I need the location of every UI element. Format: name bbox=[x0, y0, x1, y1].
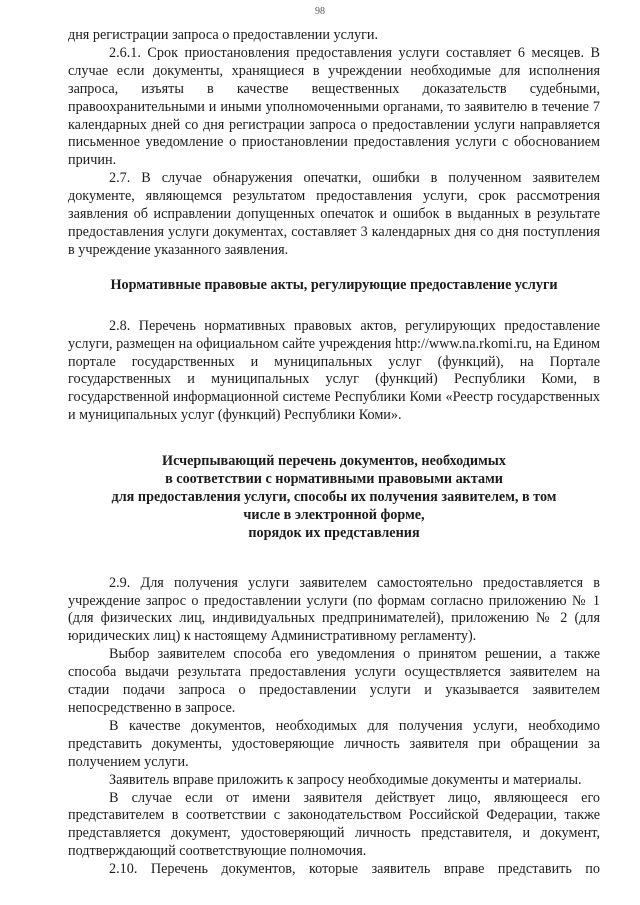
document-body bbox=[68, 27, 600, 879]
heading-line: для предоставления услуги, способы их получения заявителем, в том bbox=[111, 488, 557, 505]
paragraph: 2.9. Для получения услуги заявителем самостоятельно предоставляется в учреждение запрос о предоставлении услуги (по формам согласно приложению № 1 (для физических лиц, индивидуальных предпринимателей), приложению № 2 (для юридических лиц) к настоящему Административному регламенту). bbox=[68, 574, 600, 645]
paragraph: 2.7. В случае обнаружения опечатки, ошибки в полученном заявителем документе, являющемся результатом предоставления услуги, срок рассмотрения заявления об исправлении допущенных опечаток и ошибок в выданных в результате предоставления услуги документах, составляет 3 календарных дня со дня поступления в учреждение указанного заявления. bbox=[68, 170, 600, 258]
section-heading: Нормативные правовые акты, регулирующие предоставление услуги bbox=[110, 276, 558, 293]
paragraph: Выбор заявителем способа его уведомления о принятом решении, а также способа выдачи результата предоставления услуги осуществляется заявителем на стадии подачи запроса о предоставлении услуги и указывается заявителем непосредственно в запросе. bbox=[68, 646, 600, 716]
paragraph: дня регистрации запроса о предоставлении услуги. bbox=[68, 27, 379, 43]
paragraph: 2.10. Перечень документов, которые заявитель вправе представить по bbox=[109, 861, 600, 878]
paragraph: В случае если от имени заявителя действует лицо, являющееся его представителем в соответствии с законодательством Российской Федерации, также представляется документ, удостоверяющий личность представителя, и документ, подтверждающий соответствующие полномочия. bbox=[68, 789, 600, 860]
paragraph: 2.8. Перечень нормативных правовых актов, регулирующих предоставление услуги, размещен на официальном сайте учреждения http://www.na.rkomi.ru, на Едином портале государственных и муниципальных услуг (функций), на Портале государственных и муниципальных услуг (функций) Республики Коми, в государственной информационной системе Республики Коми «Реестр государственных и муниципальных услуг (функций) Республики Коми». bbox=[68, 317, 600, 424]
section-heading bbox=[68, 453, 600, 543]
heading-line: в соответствии с нормативными правовыми актами bbox=[165, 471, 503, 488]
heading-line: Исчерпывающий перечень документов, необходимых bbox=[162, 453, 506, 470]
heading-line: порядок их представления bbox=[248, 524, 420, 541]
page-number: 98 bbox=[315, 6, 325, 17]
paragraph: В качестве документов, необходимых для получения услуги, необходимо представить документы, удостоверяющие личность заявителя при обращении за получением услуги. bbox=[68, 717, 600, 770]
paragraph: 2.6.1. Срок приостановления предоставления услуги составляет 6 месяцев. В случае если документы, хранящиеся в учреждении необходимые для исполнения запроса, изъяты в качестве вещественных доказательств судебными, правоохранительными и иными уполномоченными органами, то заявителю в течение 7 календарных дней со дня регистрации запроса о предоставлении услуги направляется письменное уведомление о приостановлении предоставления услуги с обоснованием причин. bbox=[68, 44, 600, 169]
paragraph: Заявитель вправе приложить к запросу необходимые документы и материалы. bbox=[109, 771, 582, 788]
heading-line: числе в электронной форме, bbox=[243, 506, 425, 523]
